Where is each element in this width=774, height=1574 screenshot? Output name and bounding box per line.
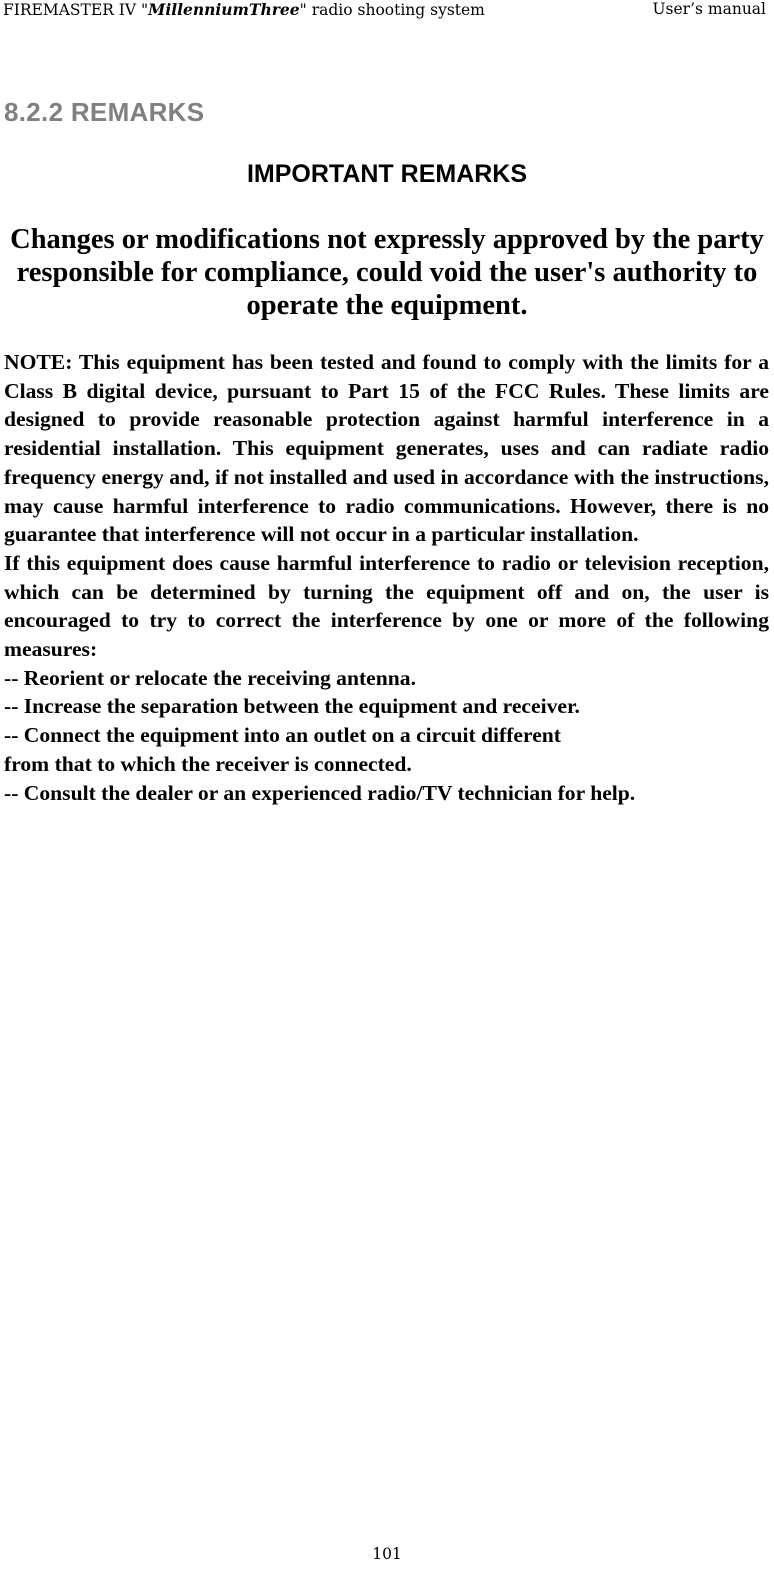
measure-item-continuation: from that to which the receiver is connected. xyxy=(4,751,412,776)
header-product-prefix: FIREMASTER IV " xyxy=(3,1,149,19)
header-product-suffix: " radio shooting system xyxy=(299,1,485,19)
page-number: 101 xyxy=(372,1545,402,1563)
section-heading: 8.2.2 REMARKS xyxy=(4,97,205,127)
measure-item: -- Consult the dealer or an experienced radio/TV technician for help. xyxy=(4,780,636,805)
fcc-modification-warning: Changes or modifications not expressly approved by the party responsible for compliance, could void the user's authority to operate the equipment. xyxy=(10,224,764,321)
fcc-notice-body xyxy=(4,348,769,807)
interference-measures-intro: If this equipment does cause harmful interference to radio or television reception, which can be determined by turning the equipment off and on, the user is encouraged to try to correct the interference by one or more of the following measures: xyxy=(4,550,769,662)
fcc-note-paragraph: NOTE: This equipment has been tested and found to comply with the limits for a Class B digital device, pursuant to Part 15 of the FCC Rules. These limits are designed to provide reasonable protection against harmful interference in a residential installation. This equipment generates, uses and can radiate radio frequency energy and, if not installed and used in accordance with the instructions, may cause harmful interference to radio communications. However, there is no guarantee that interference will not occur in a particular installation. xyxy=(4,350,769,547)
header-manual-label: User’s manual xyxy=(652,0,766,18)
measure-item: -- Connect the equipment into an outlet on a circuit different xyxy=(4,723,561,748)
measure-item: -- Reorient or relocate the receiving antenna. xyxy=(4,665,416,690)
running-header xyxy=(3,0,766,22)
important-remarks-title: IMPORTANT REMARKS xyxy=(246,160,528,188)
header-brand-name: MillenniumThree xyxy=(148,0,300,19)
measure-item: -- Increase the separation between the equipment and receiver. xyxy=(4,694,580,719)
header-document-title xyxy=(3,0,485,19)
